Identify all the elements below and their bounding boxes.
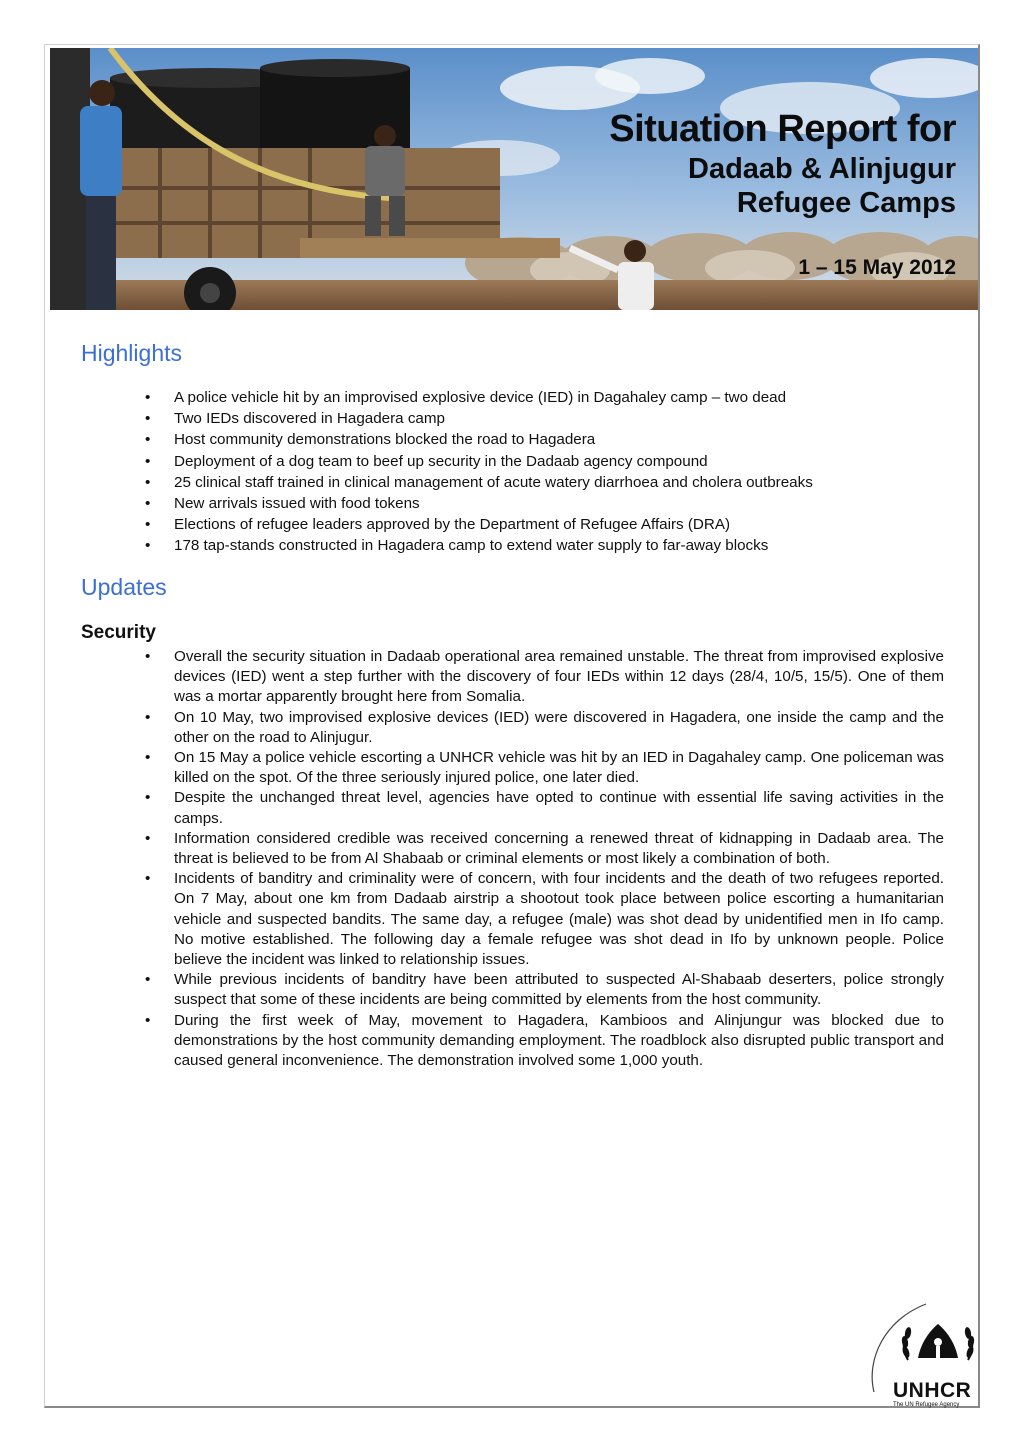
list-item: • A police vehicle hit by an improvised explosive device (IED) in Dagahaley camp – two dead bbox=[140, 387, 944, 408]
list-item: • While previous incidents of banditry have been attributed to suspected Al-Shabaab deserters, police strongly suspect that some of these incidents are being committed by elements from the host community. bbox=[140, 970, 944, 1010]
list-item: • Host community demonstrations blocked the road to Hagadera bbox=[140, 429, 944, 450]
list-item: • During the first week of May, movement to Hagadera, Kambioos and Alinjungur was blocked due to demonstrations by the host community demanding employment. The roadblock also disrupted public transport and caused general inconvenience. The demonstration involved some 1,000 youth. bbox=[140, 1011, 944, 1072]
report-title bbox=[609, 106, 956, 220]
list-item: • Incidents of banditry and criminality were of concern, with four incidents and the death of two refugees reported. On 7 May, about one km from Dadaab airstrip a shootout took place between police escorting a humanitarian vehicle and suspected bandits. The same day, a refugee (male) was shot dead by unidentified men in Ifo camp. No motive established. The following day a female refugee was shot dead in Ifo by unknown people. Police believe the incident was linked to relationship issues. bbox=[140, 869, 944, 970]
updates-heading: Updates bbox=[81, 574, 167, 600]
list-item: • 25 clinical staff trained in clinical management of acute watery diarrhoea and cholera outbreaks bbox=[140, 472, 944, 493]
list-item: • Overall the security situation in Dadaab operational area remained unstable. The threat from improvised explosive devices (IED) went a step further with the discovery of four IEDs within 12 days (28/4, 10/5, 15/5). One of them was a mortar apparently brought here from Somalia. bbox=[140, 647, 944, 708]
highlights-list bbox=[140, 387, 944, 557]
header-banner-photo bbox=[50, 48, 978, 310]
report-date-range: 1 – 15 May 2012 bbox=[798, 256, 956, 279]
security-heading: Security bbox=[81, 622, 156, 643]
report-title-line2: Dadaab & Alinjugur bbox=[688, 153, 956, 185]
list-item: • On 15 May a police vehicle escorting a UNHCR vehicle was hit by an IED in Dagahaley camp. One policeman was killed on the spot. Of the three seriously injured police, one later died. bbox=[140, 748, 944, 788]
report-title-line3: Refugee Camps bbox=[736, 187, 956, 219]
unhcr-logo-tagline: The UN Refugee Agency bbox=[893, 1402, 960, 1408]
security-list bbox=[140, 647, 944, 1071]
list-item: • Elections of refugee leaders approved by the Department of Refugee Affairs (DRA) bbox=[140, 514, 944, 535]
report-title-line1: Situation Report for bbox=[609, 108, 956, 150]
list-item: • Deployment of a dog team to beef up security in the Dadaab agency compound bbox=[140, 451, 944, 472]
list-item: • New arrivals issued with food tokens bbox=[140, 493, 944, 514]
highlights-heading: Highlights bbox=[81, 340, 182, 366]
list-item: • Despite the unchanged threat level, agencies have opted to continue with essential life saving activities in the camps. bbox=[140, 788, 944, 828]
list-item: • 178 tap-stands constructed in Hagadera camp to extend water supply to far-away blocks bbox=[140, 535, 944, 556]
unhcr-logo-name: UNHCR bbox=[893, 1379, 972, 1402]
list-item: • Information considered credible was received concerning a renewed threat of kidnapping in Dadaab area. The threat is believed to be from Al Shabaab or criminal elements or most likely a combination of both. bbox=[140, 829, 944, 869]
list-item: • Two IEDs discovered in Hagadera camp bbox=[140, 408, 944, 429]
list-item: • On 10 May, two improvised explosive devices (IED) were discovered in Hagadera, one inside the camp and the other on the road to Alinjugur. bbox=[140, 708, 944, 748]
